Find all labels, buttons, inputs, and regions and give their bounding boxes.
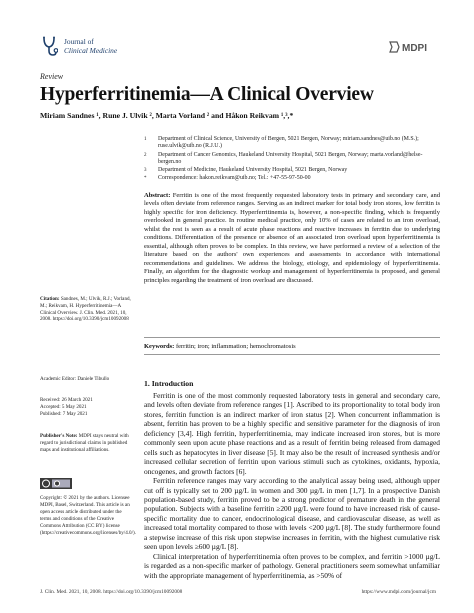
affiliation-2 bbox=[144, 152, 444, 167]
journal-name-line1: Journal of bbox=[64, 37, 94, 46]
publisher-note-label: Publisher's Note: bbox=[40, 433, 78, 439]
affiliation-text: Department of Medicine, Haukeland University Hospital, 5021 Bergen, Norway bbox=[158, 167, 348, 173]
publisher-note-text: MDPI stays neutral with regard to jurisdictional claims in published maps and institutional affiliations. bbox=[40, 433, 129, 453]
accepted-date: Accepted: 5 May 2021 bbox=[40, 403, 87, 410]
affiliation-text: Department of Cancer Genomics, Haukeland University Hospital, 5021 Bergen, Norway; marta.vorland@helse-bergen.no bbox=[158, 152, 423, 166]
journal-logo-icon bbox=[40, 35, 58, 57]
affiliation-marker: 2 bbox=[144, 153, 147, 158]
section-heading: 1. Introduction bbox=[144, 379, 194, 388]
paragraph: Ferritin is one of the most commonly requested laboratory tests in general and secondary care, and levels often deviate from reference ranges [1]. Ascribed to its proportionality to total body iron stores, ferritin function is an indirect marker of iron status [2]. When concurrent inflammation is absent, ferritin has proven to be a highly specific and sensitive parameter for the diagnosis of iron deficiency [3,4]. High ferritin, hyperferritinemia, may indicate increased iron stores, but is more commonly seen upon acute phase reactions and as a result of ferritin being released from damaged cells such as hepatocytes in liver disease [5]. It may also be the result of increased synthesis and/or increased cellular secretion of ferritin upon various stimuli such as cytokines, oxidants, hypoxia, oncogenes, and growth factors [6]. bbox=[144, 391, 440, 476]
keywords-text: ferritin; iron; inflammation; hemochromatosis bbox=[175, 343, 296, 350]
affiliation-3 bbox=[144, 167, 444, 174]
publisher-note bbox=[40, 433, 132, 453]
affiliation-marker: * bbox=[144, 175, 147, 181]
affiliation-text: Correspondence: hakon.reikvam@uib.no; Tel.: +47-55-97-50-00 bbox=[158, 174, 311, 181]
mdpi-logo[interactable] bbox=[388, 40, 434, 54]
keywords bbox=[144, 343, 440, 351]
section-body bbox=[144, 391, 440, 580]
footer-journal-link[interactable]: https://www.mdpi.com/journal/jcm bbox=[361, 589, 436, 595]
citation-block bbox=[40, 296, 132, 323]
author-list: Miriam Sandnes ¹, Rune J. Ulvik ², Marta Vorland ² and Håkon Reikvam ¹,³,* bbox=[40, 111, 294, 120]
abstract-text: Ferritin is one of the most frequently requested laboratory tests in primary and secondary care, and levels often deviate from reference ranges. Serving as an indirect marker for total body iron stores, low ferritin is highly specific for iron deficiency. Hyperferritinemia is, however, a non-specific finding, which is frequently overlooked in general practice. In routine medical practice, only 10% of cases are related to an iron overload, whilst the rest is seen as a result of acute phase reactions and reactive increases in ferritin due to underlying conditions. Differentiation of the presence or absence of an associated iron overload upon hyperferritinemia is essential, although often proves to be complex. In this review, we have performed a review of a selection of the literature based on the authors' own experiences and assessments in accordance with international recommendations and guidelines. We address the biology, etiology, and epidemiology of hyperferritinemia. Finally, an algorithm for the diagnostic workup and management of hyperferritinemia is proposed, and general principles regarding the treatment of iron overload are discussed. bbox=[144, 192, 441, 284]
journal-name[interactable] bbox=[64, 37, 117, 55]
correspondence bbox=[144, 175, 444, 182]
paragraph: Clinical interpretation of hyperferritinemia often proves to be complex, and ferritin >1000 µg/L is regarded as a non-specific marker of pathology. General practitioners seem somewhat unfamiliar with the appropriate management of hyperferritinemia, as >50% of bbox=[144, 551, 440, 580]
citation-label: Citation: bbox=[40, 296, 60, 302]
published-date: Published: 7 May 2021 bbox=[40, 410, 88, 417]
divider bbox=[144, 337, 440, 338]
article-type: Review bbox=[40, 72, 64, 81]
paragraph: Ferritin reference ranges may vary according to the analytical assay being used, although upper cut off is typically set to 200 µg/L in women and 300 µg/L in men [1,7]. In a prospective Danish population-based study, ferritin proved to be a strong predictor of premature death in the general population. Subjects with a baseline ferritin ≥200 µg/L were found to have increased risk of cause-specific mortality due to cancer, endocrinological disease, and cardiovascular disease, as well as increased total mortality compared to those with levels <200 µg/L [8]. The study furthermore found a stepwise increase of this risk upon stepwise increases in ferritin, with the highest cumulative risk seen upon levels ≥600 µg/L [8]. bbox=[144, 476, 440, 552]
affiliation-text: Department of Clinical Science, University of Bergen, 5021 Bergen, Norway; miriam.sandnes@uib.no (M.S.); ruse.ulvik@uib.no (R.J.U.) bbox=[158, 136, 419, 150]
academic-editor: Academic Editor: Daniele Tibullo bbox=[40, 376, 110, 382]
copyright-notice: Copyright: © 2021 by the authors. Licensee MDPI, Basel, Switzerland. This article is an open access article distributed under the terms and conditions of the Creative Commons Attribution (CC BY) license (https://creativecommons.org/licenses/by/4.0/). bbox=[40, 495, 136, 536]
journal-name-line2: Clinical Medicine bbox=[64, 46, 118, 55]
mdpi-logo-text: MDPI bbox=[402, 43, 427, 54]
keywords-label: Keywords: bbox=[144, 343, 175, 350]
dates-block bbox=[40, 397, 132, 417]
cc-by-license-icon[interactable] bbox=[40, 478, 72, 489]
divider bbox=[144, 354, 440, 355]
footer-citation[interactable]: J. Clin. Med. 2021, 10, 2008. https://doi.org/10.3390/jcm10092008 bbox=[40, 589, 183, 595]
affiliation-marker: 3 bbox=[144, 168, 147, 173]
abstract bbox=[144, 192, 440, 285]
affiliation-marker: 1 bbox=[144, 137, 147, 142]
citation-text[interactable]: Sandnes, M.; Ulvik, R.J.; Vorland, M.; Reikvam, H. Hyperferritinemia—A Clinical Overview. J. Clin. Med. 2021, 10, 2008. https://doi.org/10.3390/jcm10092008 bbox=[40, 296, 131, 323]
article-title: Hyperferritinemia—A Clinical Overview bbox=[40, 84, 374, 105]
abstract-label: Abstract: bbox=[144, 192, 171, 199]
received-date: Received: 26 March 2021 bbox=[40, 397, 93, 403]
affiliation-1 bbox=[144, 136, 444, 151]
